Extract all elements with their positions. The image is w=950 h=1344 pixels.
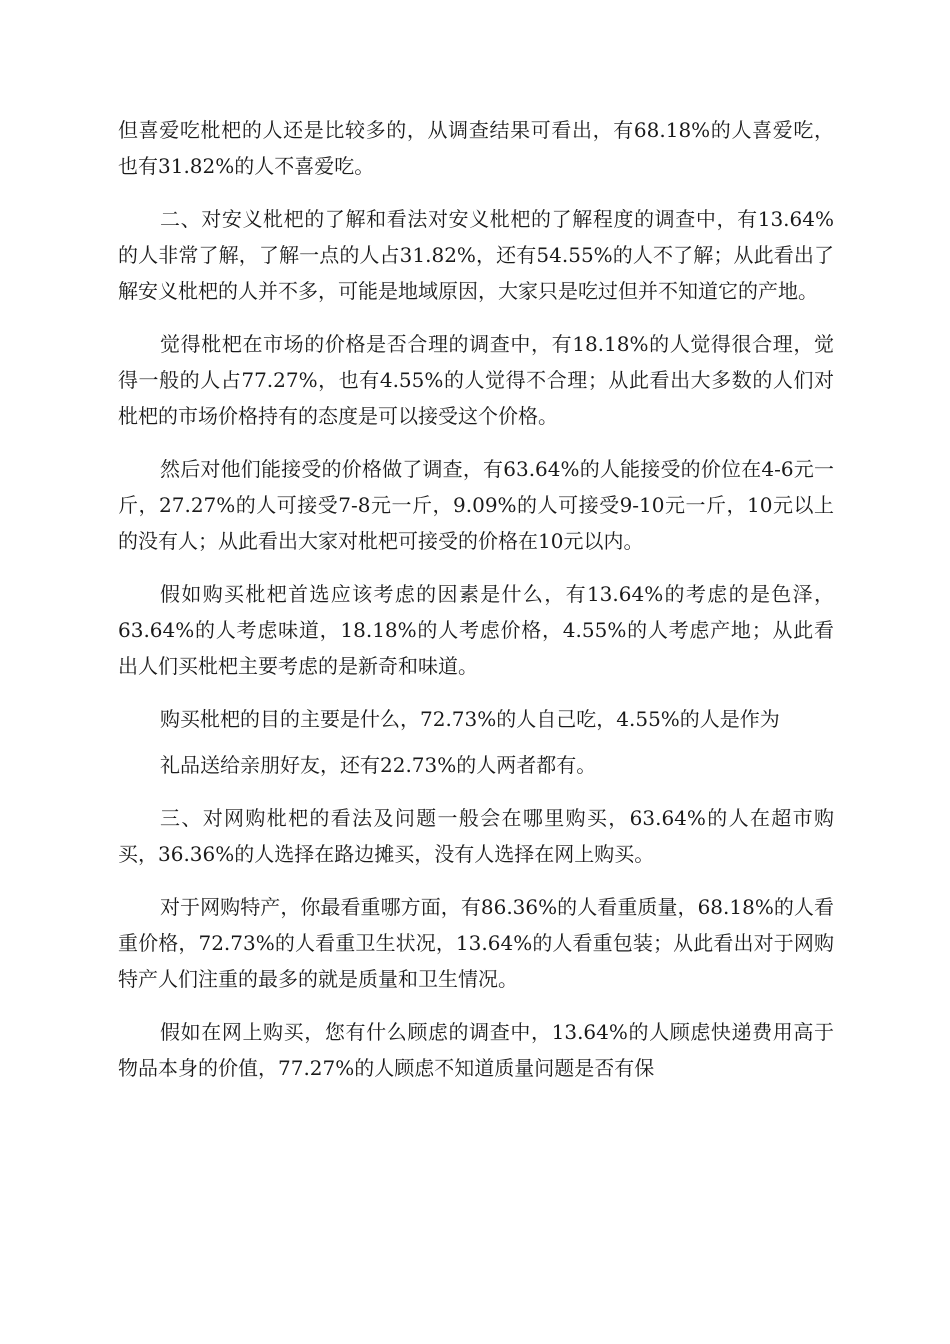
paragraph-online-purchase-location: 三、对网购枇杷的看法及问题一般会在哪里购买，63.64%的人在超市购买，36.36%的人选择在路边摊买，没有人选择在网上购买。	[118, 806, 834, 866]
document-body	[118, 112, 834, 1103]
paragraph-purchase-purpose: 购买枇杷的目的主要是什么，72.73%的人自己吃，4.55%的人是作为	[160, 707, 780, 731]
paragraph-preference-summary: 但喜爱吃枇杷的人还是比较多的，从调查结果可看出，有68.18%的人喜爱吃，也有31.82%的人不喜爱吃。	[118, 118, 834, 178]
paragraph-price-reasonableness: 觉得枇杷在市场的价格是否合理的调查中，有18.18%的人觉得很合理，觉得一般的人占77.27%，也有4.55%的人觉得不合理；从此看出大多数的人们对枇杷的市场价格持有的态度是可以接受这个价格。	[118, 332, 834, 428]
paragraph-anyi-loquat-awareness: 二、对安义枇杷的了解和看法对安义枇杷的了解程度的调查中，有13.64%的人非常了解，了解一点的人占31.82%，还有54.55%的人不了解；从此看出了解安义枇杷的人并不多，可能是地域原因，大家只是吃过但并不知道它的产地。	[118, 207, 834, 303]
paragraph-online-purchase-concerns: 假如在网上购买，您有什么顾虑的调查中，13.64%的人顾虑快递费用高于物品本身的价值，77.27%的人顾虑不知道质量问题是否有保	[118, 1020, 834, 1080]
paragraph-purchase-factors: 假如购买枇杷首选应该考虑的因素是什么，有13.64%的考虑的是色泽，63.64%的人考虑味道，18.18%的人考虑价格，4.55%的人考虑产地；从此看出人们买枇杷主要考虑的是新奇和味道。	[118, 582, 834, 678]
paragraph-purchase-purpose-continued: 礼品送给亲朋好友，还有22.73%的人两者都有。	[160, 753, 597, 777]
paragraph-acceptable-price: 然后对他们能接受的价格做了调查，有63.64%的人能接受的价位在4-6元一斤，27.27%的人可接受7-8元一斤，9.09%的人可接受9-10元一斤，10元以上的没有人；从此看出大家对枇杷可接受的价格在10元以内。	[118, 457, 834, 553]
paragraph-online-specialty-priorities: 对于网购特产，你最看重哪方面，有86.36%的人看重质量，68.18%的人看重价格，72.73%的人看重卫生状况，13.64%的人看重包装；从此看出对于网购特产人们注重的最多的就是质量和卫生情况。	[118, 895, 834, 991]
